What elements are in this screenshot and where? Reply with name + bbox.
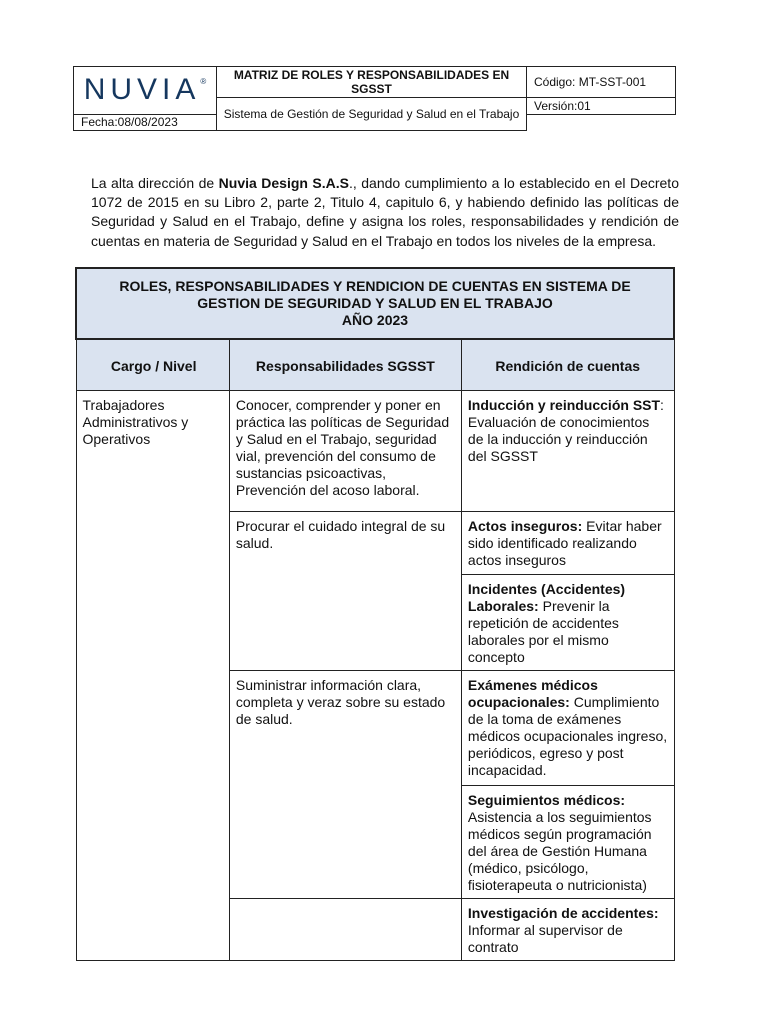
responsibility-cell xyxy=(229,899,461,961)
nuvia-logo xyxy=(84,73,207,106)
accountability-text: Evitar haber sido identificado realizando actos inseguros xyxy=(467,518,662,568)
document-title: MATRIZ DE ROLES Y RESPONSABILIDADES EN SGSST xyxy=(217,67,527,98)
accountability-cell xyxy=(461,575,674,671)
company-name: Nuvia Design S.A.S xyxy=(218,175,349,191)
column-header-responsabilidades: Responsabilidades SGSST xyxy=(229,339,461,391)
accountability-cell xyxy=(461,391,674,512)
accountability-cell xyxy=(461,899,674,961)
intro-before: La alta dirección de xyxy=(91,175,219,191)
document-subtitle: Sistema de Gestión de Seguridad y Salud en el Trabajo xyxy=(217,98,527,131)
accountability-text: Asistencia a los seguimientos médicos según programación del área de Gestión Humana (médico, psicólogo, fisioterapeuta o nutricionista) xyxy=(467,809,652,893)
document-version: Versión:01 xyxy=(527,98,676,114)
roles-table xyxy=(75,267,675,961)
table-row xyxy=(76,391,674,512)
table-banner xyxy=(76,268,674,339)
column-header-rendicion: Rendición de cuentas xyxy=(461,339,674,391)
accountability-text: Prevenir la repetición de accidentes laborales por el mismo concepto xyxy=(467,598,619,665)
accountability-cell xyxy=(461,671,674,786)
logo-cell xyxy=(74,67,217,115)
banner-year: AÑO 2023 xyxy=(341,311,409,328)
responsibility-cell: Conocer, comprender y poner en práctica las políticas de Seguridad y Salud en el Trabajo, seguridad vial, prevención del consumo de sustancias psicoactivas, Prevención del acoso laboral. xyxy=(229,391,461,512)
responsibility-cell: Procurar el cuidado integral de su salud. xyxy=(229,512,461,671)
cargo-cell: Trabajadores Administrativos y Operativos xyxy=(76,391,229,961)
intro-after: ., dando cumplimiento a lo establecido en el Decreto 1072 de 2015 en su Libro 2, parte 2, Titulo 4, capitulo 6, y habiendo definido las políticas de Seguridad y Salud en el Trabajo, define y asigna los roles, responsabilidades y rendición de cuentas en materia de Seguridad y Salud en el Trabajo en todos los niveles de la empresa. xyxy=(91,175,679,249)
document-header xyxy=(73,66,676,131)
accountability-label: Exámenes médicos ocupacionales: xyxy=(467,677,598,710)
banner-title: ROLES, RESPONSABILIDADES Y RENDICION DE CUENTAS EN SISTEMA DE GESTION DE SEGURIDAD Y SALUD EN EL TRABAJO xyxy=(119,277,631,311)
accountability-text: Informar al supervisor de contrato xyxy=(467,922,623,955)
accountability-label: Seguimientos médicos: xyxy=(467,792,626,808)
accountability-label: Investigación de accidentes: xyxy=(467,905,659,921)
document-date: Fecha:08/08/2023 xyxy=(74,114,217,130)
accountability-text: : Evaluación de conocimientos de la inducción y reinducción del SGSST xyxy=(467,397,664,464)
responsibility-cell: Suministrar información clara, completa y veraz sobre su estado de salud. xyxy=(229,671,461,899)
accountability-label: Inducción y reinducción SST xyxy=(467,397,661,413)
column-header-cargo: Cargo / Nivel xyxy=(76,339,229,391)
accountability-text: Cumplimiento de la toma de exámenes médicos ocupacionales ingreso, periódicos, egreso y post incapacidad. xyxy=(467,694,668,778)
accountability-label: Incidentes (Accidentes) Laborales: xyxy=(467,581,626,614)
registered-mark: ® xyxy=(200,77,207,87)
intro-paragraph xyxy=(91,174,679,251)
accountability-label: Actos inseguros: xyxy=(467,518,583,534)
accountability-cell xyxy=(461,512,674,575)
accountability-cell xyxy=(461,786,674,899)
logo-text: NUVIA xyxy=(83,73,201,107)
document-code: Código: MT-SST-001 xyxy=(527,67,676,98)
